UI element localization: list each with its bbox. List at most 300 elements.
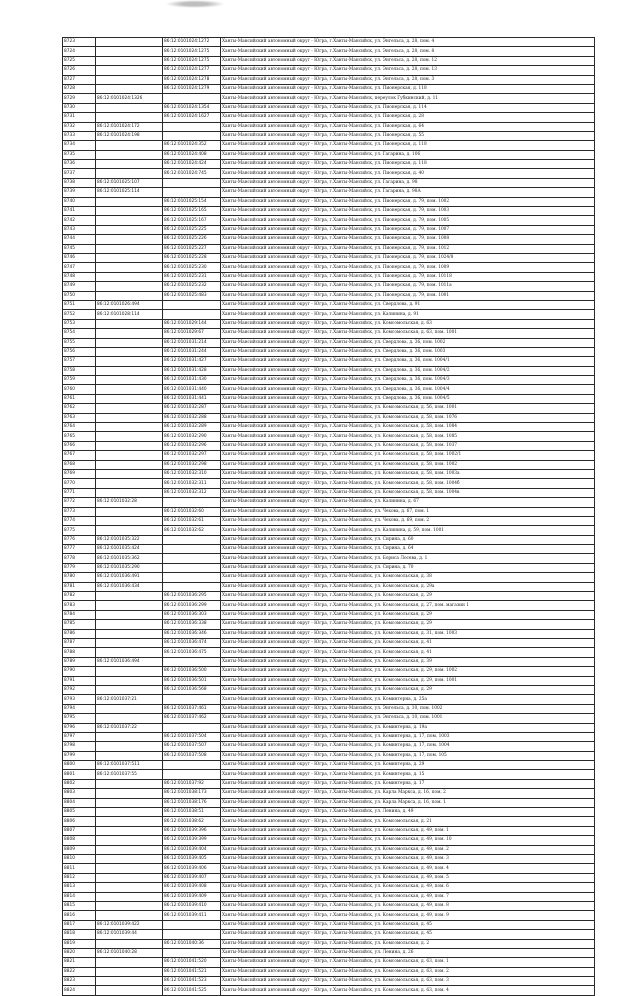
row-number-cell: 8795 [63, 714, 96, 723]
building-cadastral-number-cell: 86:12:0101032:287 [163, 404, 221, 413]
row-number-cell: 8791 [63, 676, 96, 685]
address-cell: Ханты-Мансийский автономный округ - Югра, г.Ханты-Мансийск, ул. Свердлова, д. 91 [221, 300, 595, 309]
table-row [63, 948, 595, 957]
building-cadastral-number-cell: 86:12:0101039:396 [163, 826, 221, 835]
parcel-cadastral-number-cell [96, 592, 163, 601]
row-number-cell: 8740 [63, 197, 96, 206]
table-row [63, 441, 595, 450]
table-row [63, 958, 595, 967]
address-cell: Ханты-Мансийский автономный округ - Югра, г.Ханты-Мансийск, ул. Свердлова, д. 36, пом. 1002 [221, 338, 595, 347]
building-cadastral-number-cell [163, 554, 221, 563]
table-row [63, 667, 595, 676]
address-cell: Ханты-Мансийский автономный округ - Югра, г.Ханты-Мансийск, ул. Гагарина, д. 98А [221, 188, 595, 197]
parcel-cadastral-number-cell: 86:12:0101025:107 [96, 178, 163, 187]
address-cell: Ханты-Мансийский автономный округ - Югра, г.Ханты-Мансийск, ул. Комсомольская, д. 63 [221, 319, 595, 328]
row-number-cell: 8801 [63, 770, 96, 779]
row-number-cell: 8778 [63, 554, 96, 563]
parcel-cadastral-number-cell [96, 451, 163, 460]
table-row [63, 141, 595, 150]
building-cadastral-number-cell: 86:12:0101025:154 [163, 197, 221, 206]
row-number-cell: 8762 [63, 404, 96, 413]
table-row [63, 66, 595, 75]
parcel-cadastral-number-cell [96, 986, 163, 995]
address-cell: Ханты-Мансийский автономный округ - Югра, г.Ханты-Мансийск, ул. Комсомольская, д. 45 [221, 920, 595, 929]
building-cadastral-number-cell: 86:12:0101029:144 [163, 319, 221, 328]
parcel-cadastral-number-cell: 86:12:0101039:422 [96, 920, 163, 929]
address-cell: Ханты-Мансийский автономный округ - Югра, г.Ханты-Мансийск, ул. Коминтерна, д. 19а [221, 723, 595, 732]
address-cell: Ханты-Мансийский автономный округ - Югра, г.Ханты-Мансийск, ул. Комсомольская, д. 63, пом. 3 [221, 977, 595, 986]
address-cell: Ханты-Мансийский автономный округ - Югра, г.Ханты-Мансийск, ул. Комсомольская, д. 63, пом. 1 [221, 958, 595, 967]
building-cadastral-number-cell: 86:12:0101031:440 [163, 385, 221, 394]
table-row [63, 338, 595, 347]
parcel-cadastral-number-cell [96, 667, 163, 676]
row-number-cell: 8737 [63, 169, 96, 178]
building-cadastral-number-cell: 86:12:0101024:1278 [163, 75, 221, 84]
table-row [63, 207, 595, 216]
parcel-cadastral-number-cell [96, 150, 163, 159]
row-number-cell: 8734 [63, 141, 96, 150]
address-cell: Ханты-Мансийский автономный округ - Югра, г.Ханты-Мансийск, ул. Комсомольская, д. 58, пом. 1002/1 [221, 451, 595, 460]
building-cadastral-number-cell: 86:12:0101037:507 [163, 742, 221, 751]
building-cadastral-number-cell [163, 582, 221, 591]
building-cadastral-number-cell: 86:12:0101038:51 [163, 808, 221, 817]
address-cell: Ханты-Мансийский автономный округ - Югра, г.Ханты-Мансийск, ул. Свердлова, д. 36, пом. 1004/5 [221, 394, 595, 403]
address-cell: Ханты-Мансийский автономный округ - Югра, г.Ханты-Мансийск, ул. Пионерская, д. 40 [221, 169, 595, 178]
building-cadastral-number-cell: 86:12:0101039:411 [163, 911, 221, 920]
building-cadastral-number-cell: 86:12:0101025:226 [163, 235, 221, 244]
table-row [63, 986, 595, 995]
row-number-cell: 8806 [63, 817, 96, 826]
table-row [63, 648, 595, 657]
parcel-cadastral-number-cell [96, 479, 163, 488]
parcel-cadastral-number-cell [96, 235, 163, 244]
building-cadastral-number-cell [163, 770, 221, 779]
row-number-cell: 8742 [63, 216, 96, 225]
row-number-cell: 8786 [63, 629, 96, 638]
row-number-cell: 8730 [63, 103, 96, 112]
row-number-cell: 8725 [63, 56, 96, 65]
building-cadastral-number-cell: 86:12:0101032:296 [163, 441, 221, 450]
building-cadastral-number-cell [163, 178, 221, 187]
building-cadastral-number-cell [163, 535, 221, 544]
parcel-cadastral-number-cell: 86:12:0101037:22 [96, 723, 163, 732]
address-cell: Ханты-Мансийский автономный округ - Югра, г.Ханты-Мансийск, ул. Пионерская, д. 79, пом. 1007 [221, 225, 595, 234]
address-cell: Ханты-Мансийский автономный округ - Югра, г.Ханты-Мансийск, ул. Комсомольская, д. 29, пом. 1002 [221, 667, 595, 676]
table-row [63, 75, 595, 84]
parcel-cadastral-number-cell [96, 836, 163, 845]
parcel-cadastral-number-cell [96, 911, 163, 920]
parcel-cadastral-number-cell [96, 610, 163, 619]
row-number-cell: 8731 [63, 113, 96, 122]
row-number-cell: 8785 [63, 620, 96, 629]
parcel-cadastral-number-cell: 86:12:0101024:198 [96, 131, 163, 140]
address-cell: Ханты-Мансийский автономный округ - Югра, г.Ханты-Мансийск, ул. Пионерская, д. 28 [221, 113, 595, 122]
parcel-cadastral-number-cell: 86:12:0101037:21 [96, 695, 163, 704]
table-row [63, 291, 595, 300]
parcel-cadastral-number-cell: 86:12:0101037:511 [96, 761, 163, 770]
table-row [63, 977, 595, 986]
building-cadastral-number-cell: 86:12:0101041:520 [163, 958, 221, 967]
parcel-cadastral-number-cell [96, 808, 163, 817]
address-cell: Ханты-Мансийский автономный округ - Югра, г.Ханты-Мансийск, ул. Комсомольская, д. 63, пом. 1001 [221, 329, 595, 338]
table-row [63, 122, 595, 131]
parcel-cadastral-number-cell [96, 704, 163, 713]
table-row [63, 808, 595, 817]
table-row [63, 582, 595, 591]
address-cell: Ханты-Мансийский автономный округ - Югра, г.Ханты-Мансийск, ул. Бориса Лосева, д. 1 [221, 554, 595, 563]
scan-artifact [165, 0, 225, 8]
row-number-cell: 8774 [63, 516, 96, 525]
row-number-cell: 8768 [63, 460, 96, 469]
row-number-cell: 8726 [63, 66, 96, 75]
table-row [63, 225, 595, 234]
table-row [63, 610, 595, 619]
row-number-cell: 8793 [63, 695, 96, 704]
row-number-cell: 8765 [63, 432, 96, 441]
row-number-cell: 8733 [63, 131, 96, 140]
address-cell: Ханты-Мансийский автономный округ - Югра, г.Ханты-Мансийск, ул. Комсомольская, д. 49, пом. 5 [221, 873, 595, 882]
building-cadastral-number-cell: 86:12:0101036:500 [163, 667, 221, 676]
parcel-cadastral-number-cell: 86:12:0101032:28 [96, 498, 163, 507]
parcel-cadastral-number-cell [96, 873, 163, 882]
table-row [63, 592, 595, 601]
row-number-cell: 8766 [63, 441, 96, 450]
building-cadastral-number-cell: 86:12:0101041:521 [163, 967, 221, 976]
building-cadastral-number-cell: 86:12:0101024:1354 [163, 103, 221, 112]
row-number-cell: 8787 [63, 639, 96, 648]
table-row [63, 235, 595, 244]
address-cell: Ханты-Мансийский автономный округ - Югра, г.Ханты-Мансийск, ул. Комсомольская, д. 49, пом. 6 [221, 883, 595, 892]
row-number-cell: 8756 [63, 347, 96, 356]
building-cadastral-number-cell: 86:12:0101039:406 [163, 864, 221, 873]
address-cell: Ханты-Мансийский автономный округ - Югра, г.Ханты-Мансийск, ул. Гагарина, д. 106 [221, 150, 595, 159]
table-row [63, 601, 595, 610]
parcel-cadastral-number-cell [96, 394, 163, 403]
row-number-cell: 8814 [63, 892, 96, 901]
parcel-cadastral-number-cell [96, 939, 163, 948]
table-row [63, 47, 595, 56]
table-row [63, 38, 595, 47]
row-number-cell: 8741 [63, 207, 96, 216]
parcel-cadastral-number-cell [96, 56, 163, 65]
table-row [63, 967, 595, 976]
building-cadastral-number-cell: 86:12:0101036:295 [163, 592, 221, 601]
building-cadastral-number-cell: 86:12:0101039:405 [163, 854, 221, 863]
row-number-cell: 8812 [63, 873, 96, 882]
building-cadastral-number-cell: 86:12:0101041:525 [163, 986, 221, 995]
row-number-cell: 8820 [63, 948, 96, 957]
building-cadastral-number-cell: 86:12:0101031:430 [163, 376, 221, 385]
address-cell: Ханты-Мансийский автономный округ - Югра, г.Ханты-Мансийск, ул. Энгельса, д. 28, пом. 12 [221, 56, 595, 65]
building-cadastral-number-cell: 86:12:0101038:176 [163, 798, 221, 807]
address-cell: Ханты-Мансийский автономный округ - Югра, г.Ханты-Мансийск, ул. Комсомольская, д. 31, пом. 1003 [221, 629, 595, 638]
parcel-cadastral-number-cell [96, 958, 163, 967]
address-cell: Ханты-Мансийский автономный округ - Югра, г.Ханты-Мансийск, ул. Пионерская, д. 79, пом. 10118 [221, 272, 595, 281]
parcel-cadastral-number-cell [96, 376, 163, 385]
parcel-cadastral-number-cell: 86:12:0101028:114 [96, 310, 163, 319]
parcel-cadastral-number-cell: 86:12:0101024:172 [96, 122, 163, 131]
parcel-cadastral-number-cell [96, 207, 163, 216]
table-row [63, 272, 595, 281]
address-cell: Ханты-Мансийский автономный округ - Югра, г.Ханты-Мансийск, ул. Коминтерна, д. 17, пом. 105 [221, 751, 595, 760]
parcel-cadastral-number-cell [96, 516, 163, 525]
parcel-cadastral-number-cell [96, 432, 163, 441]
building-cadastral-number-cell: 86:12:0101036:338 [163, 620, 221, 629]
row-number-cell: 8764 [63, 423, 96, 432]
address-cell: Ханты-Мансийский автономный округ - Югра, г.Ханты-Мансийск, ул. Комсомольская, д. 49, пом. 10 [221, 836, 595, 845]
building-cadastral-number-cell: 86:12:0101024:745 [163, 169, 221, 178]
table-row [63, 188, 595, 197]
parcel-cadastral-number-cell: 86:12:0101039:44 [96, 930, 163, 939]
parcel-cadastral-number-cell [96, 225, 163, 234]
address-cell: Ханты-Мансийский автономный округ - Югра, г.Ханты-Мансийск, ул. Комсомольская, д. 49, пом. 8 [221, 901, 595, 910]
table-row [63, 310, 595, 319]
table-row [63, 554, 595, 563]
building-cadastral-number-cell: 86:12:0101032:288 [163, 413, 221, 422]
row-number-cell: 8805 [63, 808, 96, 817]
parcel-cadastral-number-cell [96, 845, 163, 854]
address-cell: Ханты-Мансийский автономный округ - Югра, г.Ханты-Мансийск, ул. Комсомольская, д. 58, пом. 1037 [221, 441, 595, 450]
row-number-cell: 8823 [63, 977, 96, 986]
row-number-cell: 8773 [63, 507, 96, 516]
row-number-cell: 8748 [63, 272, 96, 281]
row-number-cell: 8761 [63, 394, 96, 403]
building-cadastral-number-cell [163, 131, 221, 140]
row-number-cell: 8753 [63, 319, 96, 328]
building-cadastral-number-cell: 86:12:0101037:504 [163, 732, 221, 741]
row-number-cell: 8809 [63, 845, 96, 854]
building-cadastral-number-cell: 86:12:0101025:225 [163, 225, 221, 234]
building-cadastral-number-cell: 86:12:0101025:228 [163, 253, 221, 262]
building-cadastral-number-cell: 86:12:0101032:312 [163, 488, 221, 497]
address-cell: Ханты-Мансийский автономный округ - Югра, г.Ханты-Мансийск, ул. Комсомольская, д. 29 [221, 592, 595, 601]
address-cell: Ханты-Мансийский автономный округ - Югра, г.Ханты-Мансийск, ул. Калинина, д. 59, пом. 1001 [221, 526, 595, 535]
table-row [63, 516, 595, 525]
building-cadastral-number-cell: 86:12:0101024:1272 [163, 38, 221, 47]
row-number-cell: 8767 [63, 451, 96, 460]
address-cell: Ханты-Мансийский автономный округ - Югра, г.Ханты-Мансийск, ул. Комсомольская, д. 21 [221, 817, 595, 826]
building-cadastral-number-cell [163, 310, 221, 319]
building-cadastral-number-cell: 86:12:0101024:1627 [163, 113, 221, 122]
address-cell: Ханты-Мансийский автономный округ - Югра, г.Ханты-Мансийск, ул. Пионерская, д. 79, пом. 1005 [221, 216, 595, 225]
address-cell: Ханты-Мансийский автономный округ - Югра, г.Ханты-Мансийск, ул. Комсомольская, д. 63, пом. 2 [221, 967, 595, 976]
table-row [63, 329, 595, 338]
row-number-cell: 8739 [63, 188, 96, 197]
building-cadastral-number-cell: 86:12:0101039:404 [163, 845, 221, 854]
row-number-cell: 8751 [63, 300, 96, 309]
building-cadastral-number-cell [163, 761, 221, 770]
table-row [63, 930, 595, 939]
building-cadastral-number-cell: 86:12:0101036:303 [163, 610, 221, 619]
address-cell: Ханты-Мансийский автономный округ - Югра, г.Ханты-Мансийск, ул. Свердлова, д. 36, пом. 1004/2 [221, 366, 595, 375]
address-cell: Ханты-Мансийский автономный округ - Югра, г.Ханты-Мансийск, ул. Комсомольская, д. 63, пом. 4 [221, 986, 595, 995]
row-number-cell: 8803 [63, 789, 96, 798]
parcel-cadastral-number-cell [96, 685, 163, 694]
parcel-cadastral-number-cell [96, 404, 163, 413]
parcel-cadastral-number-cell [96, 854, 163, 863]
table-row [63, 366, 595, 375]
building-cadastral-number-cell: 86:12:0101038:173 [163, 789, 221, 798]
row-number-cell: 8784 [63, 610, 96, 619]
table-row [63, 432, 595, 441]
parcel-cadastral-number-cell [96, 38, 163, 47]
address-cell: Ханты-Мансийский автономный округ - Югра, г.Ханты-Мансийск, ул. Комсомольская, д. 58, пом. 1084 [221, 423, 595, 432]
parcel-cadastral-number-cell [96, 817, 163, 826]
parcel-cadastral-number-cell: 86:12:0101036:434 [96, 582, 163, 591]
row-number-cell: 8775 [63, 526, 96, 535]
address-cell: Ханты-Мансийский автономный округ - Югра, г.Ханты-Мансийск, ул. Комсомольская, д. 58, пом. 1004б [221, 479, 595, 488]
building-cadastral-number-cell: 86:12:0101036:475 [163, 648, 221, 657]
table-row [63, 873, 595, 882]
table-row [63, 742, 595, 751]
address-cell: Ханты-Мансийский автономный округ - Югра, г.Ханты-Мансийск, ул. Комсомольская, д. 29, пом. 1001 [221, 676, 595, 685]
parcel-cadastral-number-cell [96, 732, 163, 741]
table-row [63, 385, 595, 394]
building-cadastral-number-cell [163, 573, 221, 582]
table-row [63, 883, 595, 892]
address-cell: Ханты-Мансийский автономный округ - Югра, г.Ханты-Мансийск, ул. Комсомольская, д. 29 [221, 620, 595, 629]
parcel-cadastral-number-cell [96, 676, 163, 685]
table-row [63, 864, 595, 873]
row-number-cell: 8732 [63, 122, 96, 131]
parcel-cadastral-number-cell [96, 826, 163, 835]
address-cell: Ханты-Мансийский автономный округ - Югра, г.Ханты-Мансийск, ул. Коминтерна, д. 17, пом. 1003 [221, 732, 595, 741]
parcel-cadastral-number-cell [96, 385, 163, 394]
table-row [63, 404, 595, 413]
address-cell: Ханты-Мансийский автономный округ - Югра, г.Ханты-Мансийск, ул. Пионерская, д. 79, пом. 1002 [221, 197, 595, 206]
row-number-cell: 8771 [63, 488, 96, 497]
parcel-cadastral-number-cell [96, 169, 163, 178]
parcel-cadastral-number-cell: 86:12:0101036:494 [96, 657, 163, 666]
address-cell: Ханты-Мансийский автономный округ - Югра, г.Ханты-Мансийск, ул. Комсомольская, д. 38 [221, 573, 595, 582]
table-row [63, 84, 595, 93]
building-cadastral-number-cell: 86:12:0101025:483 [163, 291, 221, 300]
table-row [63, 498, 595, 507]
building-cadastral-number-cell: 86:12:0101025:231 [163, 272, 221, 281]
building-cadastral-number-cell: 86:12:0101031:441 [163, 394, 221, 403]
table-row [63, 685, 595, 694]
row-number-cell: 8743 [63, 225, 96, 234]
address-cell: Ханты-Мансийский автономный округ - Югра, г.Ханты-Мансийск, ул. Ленина, д. 26 [221, 948, 595, 957]
row-number-cell: 8745 [63, 244, 96, 253]
building-cadastral-number-cell: 86:12:0101024:1275 [163, 56, 221, 65]
parcel-cadastral-number-cell: 86:12:0101035:290 [96, 563, 163, 572]
row-number-cell: 8747 [63, 263, 96, 272]
table-row [63, 836, 595, 845]
address-cell: Ханты-Мансийский автономный округ - Югра, г.Ханты-Мансийск, ул. Комсомольская, д. 2 [221, 939, 595, 948]
address-cell: Ханты-Мансийский автономный округ - Югра, г.Ханты-Мансийск, ул. Комсомольская, д. 58, пом. 1004в [221, 488, 595, 497]
parcel-cadastral-number-cell [96, 263, 163, 272]
row-number-cell: 8794 [63, 704, 96, 713]
building-cadastral-number-cell: 86:12:0101032:61 [163, 516, 221, 525]
address-cell: Ханты-Мансийский автономный округ - Югра, г.Ханты-Мансийск, ул. Пионерская, д. 114 [221, 103, 595, 112]
parcel-cadastral-number-cell [96, 329, 163, 338]
address-cell: Ханты-Мансийский автономный округ - Югра, г.Ханты-Мансийск, ул. Пионерская, д. 79, пом. 1009 [221, 263, 595, 272]
parcel-cadastral-number-cell [96, 291, 163, 300]
table-row [63, 160, 595, 169]
address-cell: Ханты-Мансийский автономный округ - Югра, г.Ханты-Мансийск, ул. Комсомольская, д. 49, пом. 3 [221, 854, 595, 863]
table-row [63, 911, 595, 920]
address-cell: Ханты-Мансийский автономный округ - Югра, г.Ханты-Мансийск, ул. Пионерская, д. 64 [221, 122, 595, 131]
building-cadastral-number-cell: 86:12:0101037:462 [163, 714, 221, 723]
building-cadastral-number-cell: 86:12:0101037:508 [163, 751, 221, 760]
address-cell: Ханты-Мансийский автономный округ - Югра, г.Ханты-Мансийск, ул. Энгельса, д. 10, пом. 1002 [221, 704, 595, 713]
table-row [63, 300, 595, 309]
address-cell: Ханты-Мансийский автономный округ - Югра, г.Ханты-Мансийск, ул. Комсомольская, д. 58, пом. 1003а [221, 469, 595, 478]
parcel-cadastral-number-cell [96, 460, 163, 469]
building-cadastral-number-cell: 86:12:0101036:474 [163, 639, 221, 648]
row-number-cell: 8798 [63, 742, 96, 751]
parcel-cadastral-number-cell [96, 75, 163, 84]
parcel-cadastral-number-cell [96, 488, 163, 497]
row-number-cell: 8810 [63, 854, 96, 863]
row-number-cell: 8754 [63, 329, 96, 338]
address-cell: Ханты-Мансийский автономный округ - Югра, г.Ханты-Мансийск, ул. Комсомольская, д. 27, пом. магазин 1 [221, 601, 595, 610]
row-number-cell: 8783 [63, 601, 96, 610]
parcel-cadastral-number-cell [96, 272, 163, 281]
address-cell: Ханты-Мансийский автономный округ - Югра, г.Ханты-Мансийск, ул. Карла Маркса, д. 16, пом. 2 [221, 789, 595, 798]
building-cadastral-number-cell: 86:12:0101031:214 [163, 338, 221, 347]
address-cell: Ханты-Мансийский автономный округ - Югра, г.Ханты-Мансийск, ул. Энгельса, д. 28, пом. 3 [221, 75, 595, 84]
row-number-cell: 8781 [63, 582, 96, 591]
parcel-cadastral-number-cell [96, 66, 163, 75]
address-cell: Ханты-Мансийский автономный округ - Югра, г.Ханты-Мансийск, ул. Чехова, д. 69, пом. 2 [221, 516, 595, 525]
building-cadastral-number-cell: 86:12:0101032:311 [163, 479, 221, 488]
table-row [63, 347, 595, 356]
table-row [63, 197, 595, 206]
row-number-cell: 8807 [63, 826, 96, 835]
table-row [63, 845, 595, 854]
table-row [63, 695, 595, 704]
row-number-cell: 8746 [63, 253, 96, 262]
table-row [63, 723, 595, 732]
row-number-cell: 8819 [63, 939, 96, 948]
parcel-cadastral-number-cell [96, 526, 163, 535]
address-cell: Ханты-Мансийский автономный округ - Югра, г.Ханты-Мансийск, переулок Губкинский, д. 11 [221, 94, 595, 103]
row-number-cell: 8744 [63, 235, 96, 244]
table-row [63, 319, 595, 328]
address-cell: Ханты-Мансийский автономный округ - Югра, г.Ханты-Мансийск, ул. Ленина, д. 49 [221, 808, 595, 817]
row-number-cell: 8755 [63, 338, 96, 347]
row-number-cell: 8816 [63, 911, 96, 920]
parcel-cadastral-number-cell [96, 789, 163, 798]
address-cell: Ханты-Мансийский автономный округ - Югра, г.Ханты-Мансийск, ул. Комсомольская, д. 58, пом. 1076 [221, 413, 595, 422]
address-cell: Ханты-Мансийский автономный округ - Югра, г.Ханты-Мансийск, ул. Пионерская, д. 79, пом. 1012 [221, 244, 595, 253]
address-cell: Ханты-Мансийский автономный округ - Югра, г.Ханты-Мансийск, ул. Комсомольская, д. 49, пом. 4 [221, 864, 595, 873]
building-cadastral-number-cell [163, 930, 221, 939]
address-cell: Ханты-Мансийский автономный округ - Югра, г.Ханты-Мансийск, ул. Сирина, д. 64 [221, 545, 595, 554]
table-row [63, 131, 595, 140]
parcel-cadastral-number-cell [96, 338, 163, 347]
row-number-cell: 8736 [63, 160, 96, 169]
building-cadastral-number-cell: 86:12:0101032:62 [163, 526, 221, 535]
row-number-cell: 8780 [63, 573, 96, 582]
building-cadastral-number-cell: 86:12:0101025:167 [163, 216, 221, 225]
building-cadastral-number-cell: 86:12:0101039:407 [163, 873, 221, 882]
address-cell: Ханты-Мансийский автономный округ - Югра, г.Ханты-Мансийск, ул. Коминтерна, д. 29 [221, 761, 595, 770]
table-row [63, 629, 595, 638]
parcel-cadastral-number-cell [96, 601, 163, 610]
address-cell: Ханты-Мансийский автономный округ - Югра, г.Ханты-Мансийск, ул. Энгельса, д. 28, пом. 4 [221, 38, 595, 47]
row-number-cell: 8728 [63, 84, 96, 93]
row-number-cell: 8824 [63, 986, 96, 995]
row-number-cell: 8808 [63, 836, 96, 845]
address-cell: Ханты-Мансийский автономный округ - Югра, г.Ханты-Мансийск, ул. Комсомольская, д. 56, пом. 1001 [221, 404, 595, 413]
row-number-cell: 8757 [63, 357, 96, 366]
row-number-cell: 8790 [63, 667, 96, 676]
property-register-table [62, 37, 595, 996]
parcel-cadastral-number-cell [96, 469, 163, 478]
